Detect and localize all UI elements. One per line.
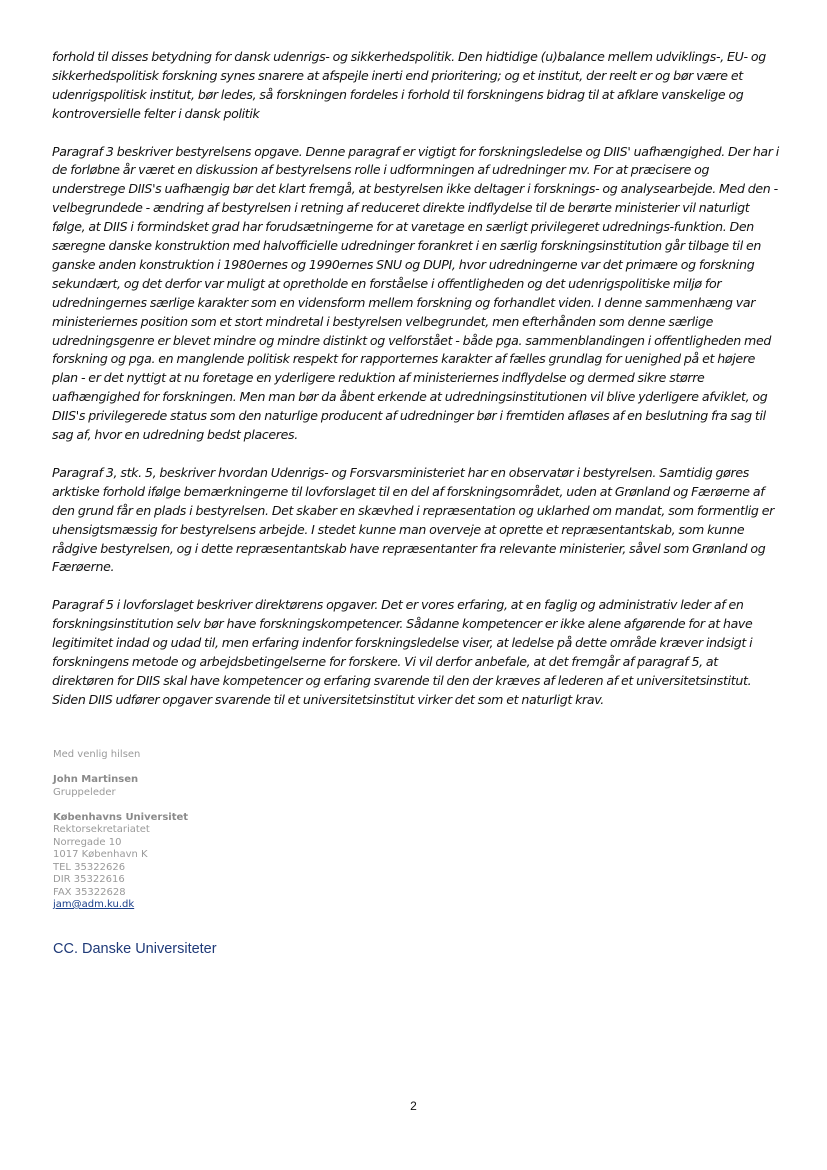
- city-address: 1017 København K: [53, 849, 148, 860]
- email-link[interactable]: jam@adm.ku.dk: [53, 899, 135, 910]
- signer-title: Gruppeleder: [53, 786, 116, 798]
- paragraph-4: Paragraf 5 i lovforslaget beskriver direktørens opgaver. Det er vores erfaring, at en faglig og administrativ leder af en forskningsinstitution selv bør have forskningskompetencer. Sådanne kompetencer er ikke alene afgørende for at have legitimitet indad og udad til, men erfaring indenfor forskningsledelse viser, at ledelse på dette område kræver indsigt i forskningens metode og arbejdsbetingelserne for forskere. Vi vil derfor anbefale, at det fremgår af paragraf 5, at direktøren for DIIS skal have kompetencer og erfaring svarende til den der kræves af lederen af et universitetsinstitut. Siden DIIS udfører opgaver svarende til et universitetsinstitut virker det som et naturligt krav.: [52, 597, 753, 707]
- greeting: Med venlig hilsen: [53, 749, 141, 760]
- cc-line: CC. Danske Universiteter: [53, 941, 217, 957]
- paragraph-1: forhold til disses betydning for dansk udenrigs- og sikkerhedspolitik. Den hidtidige (u)balance mellem udviklings-, EU- og sikkerhedspolitisk forskning synes snarere at afspejle inerti end prioritering; og et institut, der reelt er og bør være et udenrigspolitisk institut, bør ledes, så forskningen fordeles i forhold til forskningens bidrag til at afklare vanskelige og kontroversielle felter i dansk politik: [52, 49, 766, 121]
- page-number: 2: [410, 1099, 417, 1113]
- fax-number: FAX 35322628: [53, 886, 126, 898]
- organization: Københavns Universitet: [53, 811, 189, 823]
- signer-name: John Martinsen: [53, 774, 139, 785]
- direct-number: DIR 35322616: [53, 874, 125, 885]
- signature-block: [53, 749, 353, 912]
- paragraph-2: Paragraf 3 beskriver bestyrelsens opgave. Denne paragraf er vigtigt for forskningsledelse og DIIS' uafhængighed. Der har i de forløbne år været en diskussion af bestyrelsens rolle i udformningen af udredninger mv. For at præcisere og understrege DIIS's uafhængig bør det klart fremgå, at bestyrelsen ikke deltager i forsknings- og analysearbejde. Med den - velbegrundede - ændring af bestyrelsen i retning af reduceret direkte indflydelse til de berørte ministerier vil naturligt følge, at DIIS i formindsket grad har forudsætningerne for at varetage en særligt privilegeret udrednings-funktion. Den særegne danske konstruktion med halvofficielle udredninger forankret i en særlig forskningsinstitution går tilbage til en ganske anden konstruktion i 1980ernes og 1990ernes SNU og DUPI, hvor udredningerne var det primære og forskning sekundært, og det derfor var muligt at opretholde en forståelse i offentligheden og det udenrigspolitiske miljø for udredningernes særlige karakter som en vidensform mellem forskning og forhandlet viden. I denne sammenhæng var ministeriernes position som et stort mindretal i bestyrelsen velbegrundet, men efterhånden som denne særlige udredningsgenre er blevet mindre og mindre distinkt og velforstået - både pga. sammenblandingen i offentligheden med forskning og pga. en manglende politisk respekt for rapporternes karakter af fælles grundlag for uenighed på et højere plan - er det nyttigt at nu foretage en yderligere reduktion af ministeriernes indflydelse og dermed sikre større uafhængighed for forskningen. Men man bør da åbent erkende at udredningsinstitutionen vil blive yderligere afviklet, og DIIS's privilegerede status som den naturlige producent af udredninger bør i fremtiden afløses af en beslutning fra sag til sag af, hvor en udredning bedst placeres.: [52, 143, 779, 443]
- letter-body: [52, 48, 780, 729]
- street-address: Norregade 10: [53, 836, 122, 848]
- department: Rektorsekretariatet: [53, 824, 150, 835]
- paragraph-3: Paragraf 3, stk. 5, beskriver hvordan Udenrigs- og Forsvarsministeriet har en observatør i bestyrelsen. Samtidig gøres arktiske forhold ifølge bemærkningerne til lovforslaget til en del af forskningsområdet, uden at Grønland og Færøerne af den grund får en plads i bestyrelsen. Det skaber en skævhed i repræsentation og uklarhed om mandat, som formentlig er uhensigtsmæssig for bestyrelsens arbejde. I stedet kunne man overveje at oprette et repræsentantskab, som kunne rådgive bestyrelsen, og i dette repræsentantskab have repræsentanter fra relevante ministerier, såvel som Grønland og Færøerne.: [52, 464, 774, 575]
- phone-number: TEL 35322626: [53, 861, 126, 873]
